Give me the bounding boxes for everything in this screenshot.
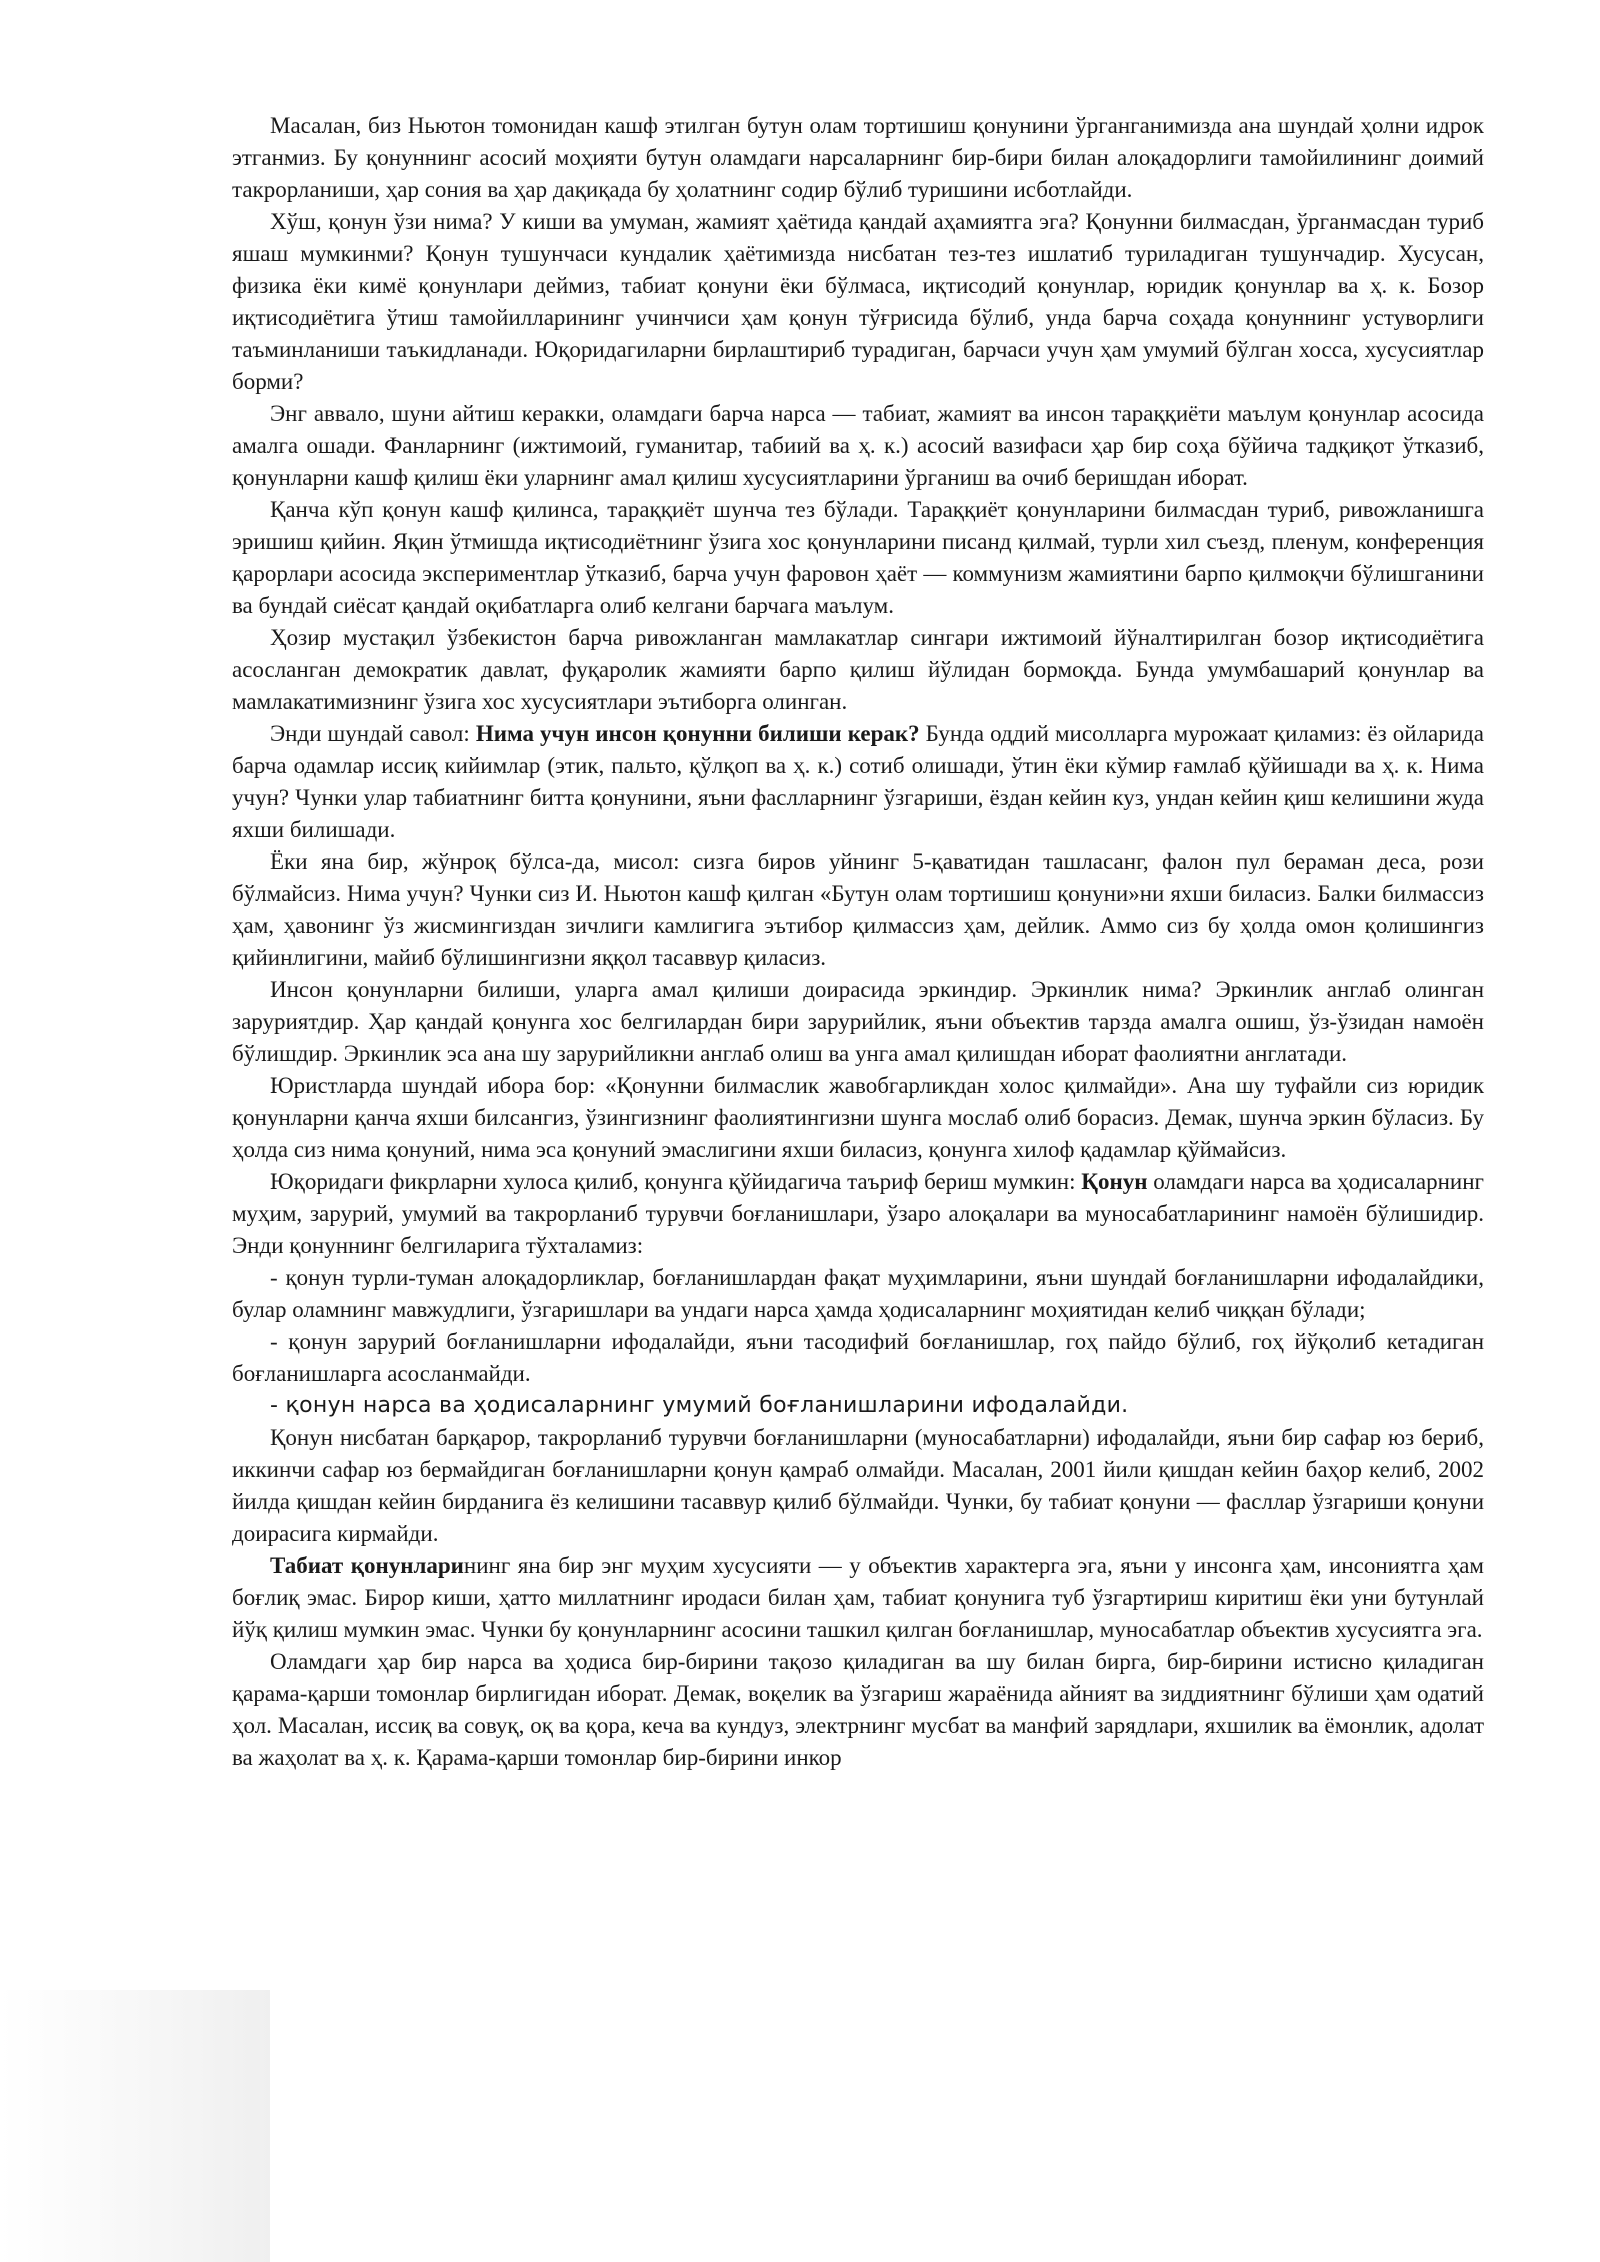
paragraph-rest: оламдаги нарса ва ҳодисаларнинг муҳим, зарурий, умумий ва такрорланиб турувчи боғланишлари, ўзаро алоқалари ва муносабатларининг намоён бўлишидир. Энди қонуннинг белгиларига тўхталамиз:	[232, 1169, 1484, 1258]
paragraph-what-is-law: Хўш, қонун ўзи нима? У киши ва умуман, жамият ҳаётида қандай аҳамиятга эга? Қонунни билмасдан, ўрганмасдан туриб яшаш мумкинми? Қонун тушунчаси кундалик ҳаётимизда нисбатан тез-тез ишлатиб туриладиган тушунчадир. Хусусан, физика ёки кимё қонунлари деймиз, табиат қонуни ёки бўлмаса, иқтисодий қонунлар, юридик қонунлар ва ҳ. к. Бозор иқтисодиётига ўтиш тамойилларининг учинчиси ҳам қонун тўғрисида бўлиб, унда барча соҳада қонуннинг устуворлиги таъминланиши таъкидланади. Юқоридагиларни бирлаштириб турадиган, барчаси учун ҳам умумий бўлган хосса, хусусиятлар борми?	[232, 209, 1484, 394]
list-item-necessary: - қонун зарурий боғланишларни ифодалайди, яъни тасодифий боғланишлар, гоҳ пайдо бўлиб, гоҳ йўқолиб кетадиган боғланишларга асосланмайди.	[232, 1329, 1484, 1386]
document-body	[232, 110, 1484, 1774]
paragraph-rest: нинг яна бир энг муҳим хусусияти — у объектив характерга эга, яъни у инсонга ҳам, инсониятга ҳам боғлиқ эмас. Бирор киши, ҳатто миллатнинг иродаси билан ҳам, табиат қонунига туб ўзгартириш киритиш ёки уни бутунлай йўқ қилиш мумкин эмас. Чунки бу қонунларнинг асосини ташкил қилган боғланишлар, муносабатлар объектив хусусиятга эга.	[232, 1553, 1484, 1642]
scan-shadow	[0, 1990, 270, 2262]
paragraph-rest: Бунда оддий мисолларга мурожаат қиламиз: ёз ойларида барча одамлар иссиқ кийимлар (этик, пальто, қўлқоп ва ҳ. к.) сотиб олишади, ўтин ёки кўмир ғамлаб қўйишади ва ҳ. к. Нима учун? Чунки улар табиатнинг битта қонунини, яъни фаслларнинг ўзгариши, ёздан кейин куз, ундан кейин қиш келишини жуда яхши билишади.	[232, 721, 1484, 842]
paragraph-lead: Юқоридаги фикрларни хулоса қилиб, қонунга қўйидагича таъриф бериш мумкин:	[270, 1169, 1082, 1194]
paragraph-simple-example: Ёки яна бир, жўнроқ бўлса-да, мисол: сизга биров уйнинг 5-қаватидан ташласанг, фалон пул бераман деса, рози бўлмайсиз. Нима учун? Чунки сиз И. Ньютон кашф қилган «Бутун олам тортишиш қонуни»ни яхши биласиз. Балки билмассиз ҳам, ҳавонинг ўз жисмингиздан зичлиги камлигига эътибор қилмассиз ҳам, дейлик. Аммо сиз бу ҳолда омон қолишингиз қийинлигини, майиб бўлишингизни яққол тасаввур қиласиз.	[232, 849, 1484, 970]
paragraph-newton-law: Масалан, биз Ньютон томонидан кашф этилган бутун олам тортишиш қонунини ўрганганимизда ана шундай ҳолни идрок этганмиз. Бу қонуннинг асосий моҳияти бутун оламдаги нарсаларнинг бир-бири билан алоқадорлиги тамойилининг доимий такрорланиши, ҳар сония ва ҳар дақиқада бу ҳолатнинг содир бўлиб туришини исботлайди.	[232, 113, 1484, 202]
paragraph-why-know-law	[232, 718, 1484, 846]
paragraph-progress: Қанча кўп қонун кашф қилинса, тараққиёт шунча тез бўлади. Тараққиёт қонунларини билмасдан туриб, ривожланишга эришиш қийин. Яқин ўтмишда иқтисодиётнинг ўзига хос қонунларини писанд қилмай, турли хил съезд, пленум, конференция қарорлари асосида экспериментлар ўтказиб, барча учун фаровон ҳаёт — коммунизм жамиятини барпо қилмоқчи бўлишганини ва бундай сиёсат қандай оқибатларга олиб келгани барчага маълум.	[232, 497, 1484, 618]
bold-term-nature-laws: Табиат қонунлари	[270, 1553, 464, 1578]
paragraph-lawyers: Юристларда шундай ибора бор: «Қонунни билмаслик жавобгарликдан холос қилмайди». Ана шу туфайли сиз юридик қонунларни қанча яхши билсангиз, ўзингизнинг фаолиятингизни шунга мослаб олиб борасиз. Демак, шунча эркин бўласиз. Бу ҳолда сиз нима қонуний, нима эса қонуний эмаслигини яхши биласиз, қонунга хилоф қадамлар қўймайсиз.	[232, 1073, 1484, 1162]
paragraph-lead: Энди шундай савол:	[270, 721, 476, 746]
paragraph-opposites: Оламдаги ҳар бир нарса ва ҳодиса бир-бирини тақозо қиладиган ва шу билан бирга, бир-бирини истисно қиладиган қарама-қарши томонлар бирлигидан иборат. Демак, воқелик ва ўзгариш жараёнида айният ва зиддиятнинг бўлиши ҳам одатий ҳол. Масалан, иссиқ ва совуқ, оқ ва қора, кеча ва кундуз, электрнинг мусбат ва манфий зарядлари, яхшилик ва ёмонлик, адолат ва жаҳолат ва ҳ. к. Қарама-қарши томонлар бир-бирини инкор	[232, 1649, 1484, 1770]
bold-question: Нима учун инсон қонунни билиши керак?	[475, 721, 920, 746]
list-item-general: - қонун нарса ва ҳодисаларнинг умумий боғланишларини ифодалайди.	[270, 1393, 1129, 1418]
bold-term-law: Қонун	[1081, 1169, 1148, 1194]
paragraph-freedom: Инсон қонунларни билиши, уларга амал қилиши доирасида эркиндир. Эркинлик нима? Эркинлик англаб олинган заруриятдир. Ҳар қандай қонунга хос белгилардан бири зарурийлик, яъни объектив тарзда амалга ошиш, ўз-ўзидан намоён бўлишдир. Эркинлик эса ана шу зарурийликни англаб олиш ва унга амал қилишдан иборат фаолиятни англатади.	[232, 977, 1484, 1066]
paragraph-nature-laws	[232, 1550, 1484, 1646]
paragraph-definition	[232, 1166, 1484, 1262]
paragraph-stable: Қонун нисбатан барқарор, такрорланиб турувчи боғланишларни (муносабатларни) ифодалайди, яъни бир сафар юз бериб, иккинчи сафар юз бермайдиган боғланишларни қонун қамраб олмайди. Масалан, 2001 йили қишдан кейин баҳор келиб, 2002 йилда қишдан кейин бирданига ёз келишини тасаввур қилиб бўлмайди. Чунки, бу табиат қонуни — фасллар ўзгариши қонуни доирасига кирмайди.	[232, 1425, 1484, 1546]
paragraph-laws-of-development: Энг аввало, шуни айтиш керакки, оламдаги барча нарса — табиат, жамият ва инсон тараққиёти маълум қонунлар асосида амалга ошади. Фанларнинг (ижтимоий, гуманитар, табиий ва ҳ. к.) асосий вазифаси ҳар бир соҳа бўйича тадқиқот ўтказиб, қонунларни кашф қилиш ёки уларнинг амал қилиш хусусиятларини ўрганиш ва очиб беришдан иборат.	[232, 401, 1484, 490]
paragraph-uzbekistan: Ҳозир мустақил ўзбекистон барча ривожланган мамлакатлар сингари ижтимоий йўналтирилган бозор иқтисодиётига асосланган демократик давлат, фуқаролик жамияти барпо қилиш йўлидан бормоқда. Бунда умумбашарий қонунлар ва мамлакатимизнинг ўзига хос хусусиятлари эътиборга олинган.	[232, 625, 1484, 714]
list-item-essential: - қонун турли-туман алоқадорликлар, боғланишлардан фақат муҳимларини, яъни шундай боғланишларни ифодалайдики, булар оламнинг мавжудлиги, ўзгаришлари ва ундаги нарса ҳамда ҳодисаларнинг моҳиятидан келиб чиққан бўлади;	[232, 1265, 1484, 1322]
